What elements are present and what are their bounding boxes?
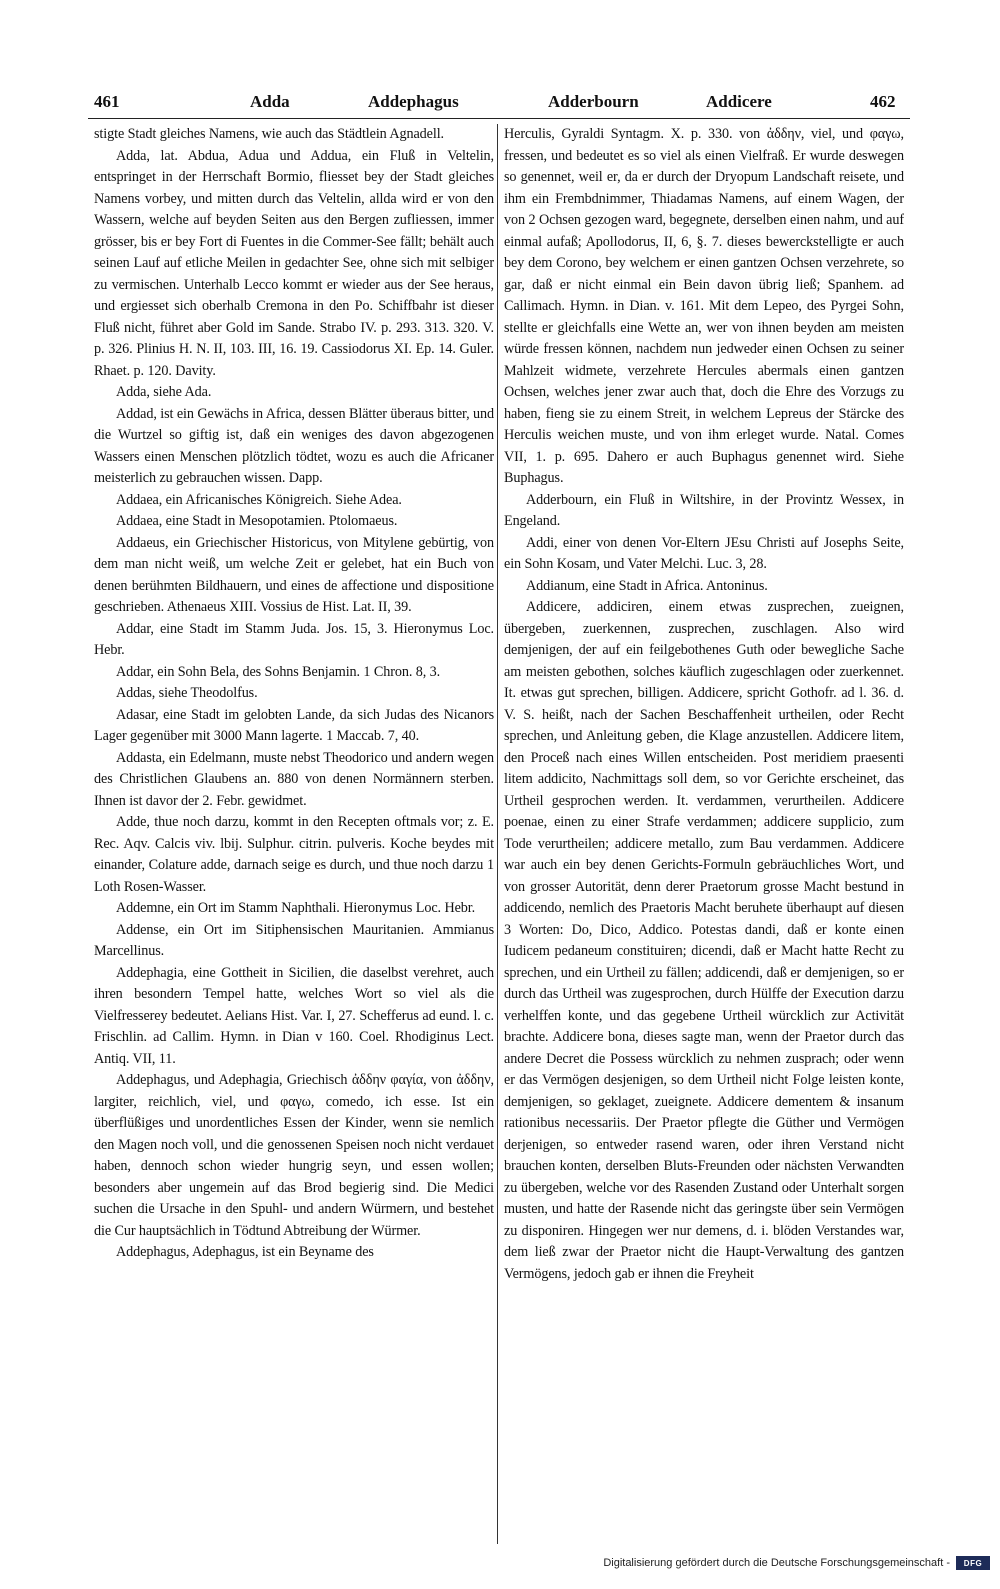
catchword-left-1: Adda — [250, 92, 290, 111]
right-column — [504, 124, 904, 1544]
entry-paragraph: Addaea, ein Africanisches Königreich. Siehe Adea. — [116, 491, 402, 508]
catchword-right-1: Adderbourn — [548, 92, 639, 111]
document-page — [88, 92, 910, 1542]
entry-paragraph: Addemne, ein Ort im Stamm Naphthali. Hieronymus Loc. Hebr. — [116, 900, 476, 916]
entry-paragraph: Addephagus, Adephagus, ist ein Beyname des — [116, 1244, 374, 1260]
entry-paragraph: Adde, thue noch darzu, kommt in den Recepten oftmals vor; z. E. Rec. Aqv. Calcis viv. lbij. Sulphur. citrin. pulveris. Koche beydes mit einander, Colature adde, darnach seige es durch, und thue noch darzu 1 Loth Rosen-Wasser. — [94, 814, 494, 895]
catchword-right-2: Addicere — [706, 92, 772, 111]
entry-paragraph: Addense, ein Ort im Sitiphensischen Mauritanien. Ammianus Marcellinus. — [94, 921, 494, 959]
page-number-right: 462 — [870, 92, 896, 111]
left-column — [94, 124, 494, 1544]
header-rule — [88, 118, 910, 119]
entry-paragraph: Addephagus, und Adephagia, Griechisch ἀδδην φαγία, von ἀδδην, largiter, reichlich, viel, und φαγω, comedo, ich esse. Ist ein überflüßiges und unordentliches Essen der Kinder, wenn sie nemlich den Magen noch voll, und die genossenen Speisen noch nicht verdauet haben, dennoch schon wieder hungrig seyn, und essen wollen; besonders aber ungemein auf das Brod begierig sind. Die Medici suchen die Ursache in den Spuhl- und andern Würmern, und bestehet die Cur hauptsächlich in Tödtund Abtreibung der Würmer. — [94, 1072, 494, 1239]
entry-paragraph: Addianum, eine Stadt in Africa. Antoninus. — [526, 577, 768, 594]
entry-paragraph: Adderbourn, ein Fluß in Wiltshire, in der Provintz Wessex, in Engeland. — [504, 491, 904, 529]
entry-paragraph: Addi, einer von denen Vor-Eltern JEsu Christi auf Josephs Seite, ein Sohn Kosam, und Vater Melchi. Luc. 3, 28. — [504, 534, 904, 572]
entry-paragraph: Addaea, eine Stadt in Mesopotamien. Ptolomaeus. — [116, 513, 398, 529]
entry-paragraph: Adda, lat. Abdua, Adua und Addua, ein Fluß in Veltelin, entspringet in der Herrschaft Bormio, fliesset bey der Stadt gleiches Namens vorbey, und mitten durch das Veltelin, allda wird er von den Wassern, welche auf beyden Seiten aus den Bergen zufliessen, immer grösser, bis er bey Fort di Fuentes in die Commer-See fällt; behält auch seinen Lauf auf etliche Meilen in gedachter See, ohne sich mit selbiger zu vermischen. Unterhalb Lecco kommt er wieder aus der See heraus, und ergiesset sich oberhalb Cremona in den Po. Schiffbahr ist dieser Fluß nicht, führet aber Gold im Sande. Strabo IV. p. 293. 313. 320. V. p. 326. Plinius H. N. II, 103. III, 16. 19. Cassiodorus XI. Ep. 14. Guler. Rhaet. p. 120. Davity. — [94, 147, 494, 379]
entry-paragraph: Addar, ein Sohn Bela, des Sohns Benjamin. 1 Chron. 8, 3. — [116, 663, 441, 680]
entry-paragraph: Addar, eine Stadt im Stamm Juda. Jos. 15, 3. Hieronymus Loc. Hebr. — [94, 620, 494, 658]
entry-paragraph: Addasta, ein Edelmann, muste nebst Theodorico und andern wegen des Christlichen Glaubens an. 880 von denen Normännern sterben. Ihnen ist davor der 2. Febr. gewidmet. — [94, 749, 494, 809]
entry-paragraph: Addad, ist ein Gewächs in Africa, dessen Blätter überaus bitter, und die Wurtzel so giftig ist, daß ein weniges des davon abgezogenen Wassers einen Menschen plötzlich tödtet, wozu es auch die Africaner meisterlich zu gebrauchen wissen. Dapp. — [94, 405, 494, 486]
footer — [598, 1550, 990, 1576]
dfg-logo-icon: DFG — [956, 1556, 990, 1570]
entry-paragraph: Addas, siehe Theodolfus. — [116, 685, 258, 701]
entry-paragraph: Addicere, addiciren, einem etwas zusprechen, zueignen, übergeben, zuerkennen, zusprechen, zuschlagen. Also wird demjenigen, der auf ein feilgebothenes Guth oder bewegliche Sache am meisten gebothen, solches käuflich zugeschlagen oder zuerkennet. It. etwas gut sprechen, billigen. Addicere, spricht Gothofr. ad l. 36. d. V. S. heißt, nach der Sachen Beschaffenheit urtheilen, oder Recht sprechen, und Anleitung geben, die Klage anzustellen. Addicere litem, den Proceß nach eines Willen entscheiden. Post meridiem praesenti litem addicito, Nachmittags soll dem, so vor Gerichte erscheinet, das Urtheil gesprochen werden. It. verdammen, verurtheilen. Addicere poenae, einen zu einer Strafe verdammen; addicere supplicio, zum Tode verurtheilen; addicere metallo, zum Bau verdammen. Addicere war auch ein bey denen Gerichts-Formuln gebräuchliches Wort, und von grosser Autorität, denn derer Praetorum grosse Macht bestund in addicendo, nemlich des Praetoris Macht beruhete überhaupt auf diesen 3 Worten: Do, Dico, Addico. Potestas dandi, daß er konte einen Iudicem pedaneum constituiren; dicendi, daß er Macht hatte Recht zu sprechen, und ein Urtheil zu fällen; addicendi, daß er demjenigen, so er durch das Urtheil was zugesprochen, durch Hülffe der Execution darzu verhelffen konte, und das gegebene Urtheil würcklich zur Activität brachte. Addicere bona, dieses sagte man, wenn der Praetor durch das andere Decret die Possess würcklich zu nehmen zusprach; oder wenn er das Vermögen desjenigen, so dem Urtheil nicht Folge leisten konte, demjenigen, so geklaget, zueignete. Addicere dementem & insanum rationibus necessariis. Der Praetor pflegte die Güther und Vermögen derjenigen, so entweder rasend waren, oder ihren Verstand nicht brauchen konten, derselben Bluts-Freunden oder nächsten Verwandten zu übergeben, welche vor des Rasenden Zustand oder Unterhalt sorgen musten, und hatte der Rasende nicht das geringste über sein Vermögen zu disponiren. Hingegen wer nur demens, d. i. blöden Verstandes war, dem ließ zwar der Praetor nicht die Haupt-Verwaltung des gantzen Vermögens, jedoch gab er ihnen die Freyheit — [504, 599, 904, 1282]
entry-paragraph: Addaeus, ein Griechischer Historicus, von Mitylene gebürtig, von dem man nicht weiß, um welche Zeit er gelebet, hat ein Buch von denen berühmten Bildhauern, und eines de affectione und dispositione geschrieben. Athenaeus XIII. Vossius de Hist. Lat. II, 39. — [94, 534, 494, 615]
entry-paragraph: Adasar, eine Stadt im gelobten Lande, da sich Judas des Nicanors Lager gegenüber mit 3000 Mann lagerte. 1 Maccab. 7, 40. — [94, 706, 494, 744]
catchword-left-2: Addephagus — [368, 92, 459, 111]
page-number-left: 461 — [94, 92, 120, 111]
entry-paragraph: Addephagia, eine Gottheit in Sicilien, die daselbst verehret, auch ihren besondern Tempel hatte, welches Wort so viel als die Vielfresserey bedeutet. Aelians Hist. Var. I, 27. Schefferus ad eund. l. c. Frischlin. ad Callim. Hymn. in Dian v 160. Coel. Rhodiginus Lect. Antiq. VII, 11. — [94, 964, 494, 1067]
footer-credit: Digitalisierung gefördert durch die Deutsche Forschungsgemeinschaft - — [603, 1557, 950, 1569]
entry-paragraph: stigte Stadt gleiches Namens, wie auch das Städtlein Agnadell. — [94, 126, 444, 142]
page-header — [88, 92, 910, 122]
column-divider — [497, 124, 498, 1544]
entry-paragraph: Adda, siehe Ada. — [116, 384, 212, 400]
entry-paragraph: Herculis, Gyraldi Syntagm. X. p. 330. von ἀδδην, viel, und φαγω, fressen, und bedeutet es so viel als einen Vielfraß. Er wurde deswegen so genennet, weil er, da er durch der Dryopum Landschaft reisete, und ihm ein Frembdnimmer, Thiadamas Namens, auf einem Wagen, der von 2 Ochsen gezogen ward, begegnete, derselben einen nahm, und auf einmal aufaß; Apollodorus, II, 6, §. 7. dieses bewerckstelligte er auch bey dem Corono, bey welchem er einen gantzen Ochsen verzehrete, so gar, daß er nicht einmal ein Bein davon übrig ließ; Spanhem. ad Callimach. Hymn. in Dian. v. 161. Mit dem Lepeo, des Pyrgei Sohn, stellte er gleichfalls eine Wette an, wer von ihnen beyden am meisten würde fressen können, nachdem nun jedweder einen Ochsen zu seiner Mahlzeit widmete, verzehrete Hercules abermals einen gantzen Ochsen, welches jener zwar auch that, doch die Ehre des Vorzugs zu haben, fieng sie zu einem Streit, in welchem Lepreus der Stärcke des Herculis weichen muste, und von ihm erleget wurde. Natal. Comes VII, 1. p. 695. Dahero er auch Buphagus genennet wird. Siehe Buphagus. — [504, 126, 904, 486]
